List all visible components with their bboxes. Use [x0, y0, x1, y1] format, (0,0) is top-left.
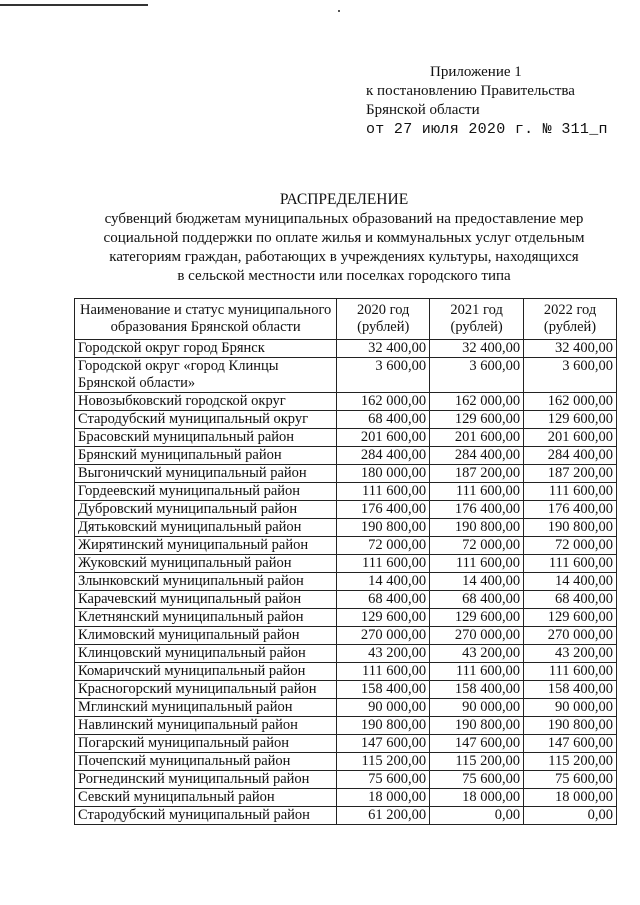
document-subtitle-line: субвенций бюджетам муниципальных образований на предоставление мер [104, 211, 584, 227]
cell-municipality: Жирятинский муниципальный район [75, 537, 337, 555]
cell-municipality: Выгоничский муниципальный район [75, 465, 337, 483]
cell-municipality: Клетнянский муниципальный район [75, 609, 337, 627]
document-subtitle-line: социальной поддержки по оплате жилья и коммунальных услуг отдельным [103, 230, 585, 246]
scan-edge-mark [0, 4, 148, 6]
cell-2020: 90 000,00 [337, 699, 430, 717]
cell-2020: 72 000,00 [337, 537, 430, 555]
cell-2021: 18 000,00 [430, 789, 524, 807]
cell-municipality: Жуковский муниципальный район [75, 555, 337, 573]
cell-2021: 187 200,00 [430, 465, 524, 483]
cell-2020: 115 200,00 [337, 753, 430, 771]
table-row [75, 393, 617, 411]
cell-municipality: Красногорский муниципальный район [75, 681, 337, 699]
document-title: РАСПРЕДЕЛЕНИЕ [279, 191, 409, 208]
table-row [75, 681, 617, 699]
cell-2022: 32 400,00 [524, 340, 617, 358]
cell-2022: 162 000,00 [524, 393, 617, 411]
cell-municipality: Дубровский муниципальный район [75, 501, 337, 519]
header-2020: 2020 год (рублей) [337, 299, 430, 340]
cell-municipality: Дятьковский муниципальный район [75, 519, 337, 537]
cell-municipality: Погарский муниципальный район [75, 735, 337, 753]
table-row [75, 573, 617, 591]
cell-2022: 284 400,00 [524, 447, 617, 465]
cell-2020: 158 400,00 [337, 681, 430, 699]
table-row [75, 465, 617, 483]
cell-2022: 201 600,00 [524, 429, 617, 447]
cell-2022: 176 400,00 [524, 501, 617, 519]
cell-municipality: Городской округ «город Клинцы Брянской области» [75, 358, 337, 393]
cell-2021: 147 600,00 [430, 735, 524, 753]
cell-2020: 176 400,00 [337, 501, 430, 519]
cell-2022: 111 600,00 [524, 555, 617, 573]
table-row [75, 753, 617, 771]
cell-2022: 72 000,00 [524, 537, 617, 555]
cell-2020: 270 000,00 [337, 627, 430, 645]
cell-2021: 90 000,00 [430, 699, 524, 717]
cell-2020: 284 400,00 [337, 447, 430, 465]
cell-2021: 158 400,00 [430, 681, 524, 699]
table-row [75, 591, 617, 609]
cell-2020: 111 600,00 [337, 555, 430, 573]
cell-2022: 75 600,00 [524, 771, 617, 789]
cell-municipality: Новозыбковский городской округ [75, 393, 337, 411]
header-2021: 2021 год (рублей) [430, 299, 524, 340]
cell-2022: 129 600,00 [524, 411, 617, 429]
table-row [75, 555, 617, 573]
cell-municipality: Комаричский муниципальный район [75, 663, 337, 681]
appendix-number: Приложение 1 [430, 64, 522, 80]
table-row [75, 609, 617, 627]
cell-2022: 158 400,00 [524, 681, 617, 699]
cell-municipality: Мглинский муниципальный район [75, 699, 337, 717]
cell-2020: 32 400,00 [337, 340, 430, 358]
cell-2021: 111 600,00 [430, 483, 524, 501]
table-row [75, 537, 617, 555]
document-subtitle-line: категориям граждан, работающих в учреждениях культуры, находящихся [109, 249, 579, 265]
table-row [75, 358, 617, 393]
cell-municipality: Городской округ город Брянск [75, 340, 337, 358]
table-row [75, 411, 617, 429]
table-row [75, 429, 617, 447]
cell-municipality: Рогнединский муниципальный район [75, 771, 337, 789]
cell-2022: 187 200,00 [524, 465, 617, 483]
cell-municipality: Брянский муниципальный район [75, 447, 337, 465]
cell-2020: 190 800,00 [337, 519, 430, 537]
cell-2021: 190 800,00 [430, 717, 524, 735]
table-row [75, 645, 617, 663]
table-row [75, 627, 617, 645]
cell-municipality: Брасовский муниципальный район [75, 429, 337, 447]
cell-2021: 190 800,00 [430, 519, 524, 537]
header-municipality: Наименование и статус муниципального образования Брянской области [75, 299, 337, 340]
table-row [75, 699, 617, 717]
cell-2021: 14 400,00 [430, 573, 524, 591]
cell-2020: 68 400,00 [337, 411, 430, 429]
appendix-region: Брянской области [366, 102, 480, 118]
cell-2020: 190 800,00 [337, 717, 430, 735]
cell-2021: 72 000,00 [430, 537, 524, 555]
cell-2020: 68 400,00 [337, 591, 430, 609]
table-row [75, 447, 617, 465]
cell-2022: 14 400,00 [524, 573, 617, 591]
table-row [75, 735, 617, 753]
cell-municipality: Севский муниципальный район [75, 789, 337, 807]
cell-2021: 75 600,00 [430, 771, 524, 789]
cell-2020: 147 600,00 [337, 735, 430, 753]
cell-2021: 176 400,00 [430, 501, 524, 519]
cell-2022: 147 600,00 [524, 735, 617, 753]
cell-municipality: Карачевский муниципальный район [75, 591, 337, 609]
table-row [75, 663, 617, 681]
cell-2021: 111 600,00 [430, 663, 524, 681]
cell-2021: 162 000,00 [430, 393, 524, 411]
cell-2022: 115 200,00 [524, 753, 617, 771]
cell-2020: 180 000,00 [337, 465, 430, 483]
cell-2020: 3 600,00 [337, 358, 430, 393]
scan-speck [338, 10, 340, 12]
cell-municipality: Климовский муниципальный район [75, 627, 337, 645]
cell-2020: 14 400,00 [337, 573, 430, 591]
table-header-row [75, 299, 617, 340]
cell-municipality: Стародубский муниципальный район [75, 807, 337, 825]
cell-2022: 3 600,00 [524, 358, 617, 393]
cell-2022: 43 200,00 [524, 645, 617, 663]
cell-municipality: Гордеевский муниципальный район [75, 483, 337, 501]
header-2022: 2022 год (рублей) [524, 299, 617, 340]
table-row [75, 501, 617, 519]
table-body [75, 340, 617, 825]
cell-2022: 190 800,00 [524, 717, 617, 735]
table-row [75, 519, 617, 537]
document-subtitle-line: в сельской местности или поселках городского типа [177, 268, 511, 284]
cell-municipality: Злынковский муниципальный район [75, 573, 337, 591]
cell-2021: 111 600,00 [430, 555, 524, 573]
table-row [75, 717, 617, 735]
document-title-block [72, 190, 616, 286]
cell-municipality: Навлинский муниципальный район [75, 717, 337, 735]
cell-2021: 129 600,00 [430, 609, 524, 627]
cell-2020: 162 000,00 [337, 393, 430, 411]
cell-2022: 68 400,00 [524, 591, 617, 609]
table-row [75, 789, 617, 807]
cell-2021: 43 200,00 [430, 645, 524, 663]
cell-2021: 201 600,00 [430, 429, 524, 447]
cell-2022: 190 800,00 [524, 519, 617, 537]
cell-2020: 43 200,00 [337, 645, 430, 663]
cell-2020: 111 600,00 [337, 663, 430, 681]
cell-2021: 32 400,00 [430, 340, 524, 358]
cell-2021: 270 000,00 [430, 627, 524, 645]
distribution-table [74, 298, 617, 825]
cell-2021: 284 400,00 [430, 447, 524, 465]
cell-2022: 129 600,00 [524, 609, 617, 627]
table-row [75, 483, 617, 501]
cell-2020: 201 600,00 [337, 429, 430, 447]
table-row [75, 340, 617, 358]
cell-2022: 90 000,00 [524, 699, 617, 717]
appendix-date-number: от 27 июля 2020 г. № 311_п [366, 121, 608, 138]
cell-2020: 75 600,00 [337, 771, 430, 789]
appendix-block [366, 63, 636, 139]
table-row [75, 807, 617, 825]
cell-2020: 18 000,00 [337, 789, 430, 807]
table-row [75, 771, 617, 789]
cell-2020: 129 600,00 [337, 609, 430, 627]
cell-2022: 270 000,00 [524, 627, 617, 645]
cell-municipality: Почепский муниципальный район [75, 753, 337, 771]
cell-2022: 0,00 [524, 807, 617, 825]
cell-2021: 3 600,00 [430, 358, 524, 393]
cell-2020: 111 600,00 [337, 483, 430, 501]
cell-2021: 129 600,00 [430, 411, 524, 429]
cell-2022: 111 600,00 [524, 483, 617, 501]
cell-municipality: Клинцовский муниципальный район [75, 645, 337, 663]
cell-municipality: Стародубский муниципальный округ [75, 411, 337, 429]
cell-2021: 68 400,00 [430, 591, 524, 609]
cell-2022: 111 600,00 [524, 663, 617, 681]
cell-2020: 61 200,00 [337, 807, 430, 825]
cell-2022: 18 000,00 [524, 789, 617, 807]
cell-2021: 0,00 [430, 807, 524, 825]
cell-2021: 115 200,00 [430, 753, 524, 771]
appendix-reference: к постановлению Правительства [366, 83, 575, 99]
